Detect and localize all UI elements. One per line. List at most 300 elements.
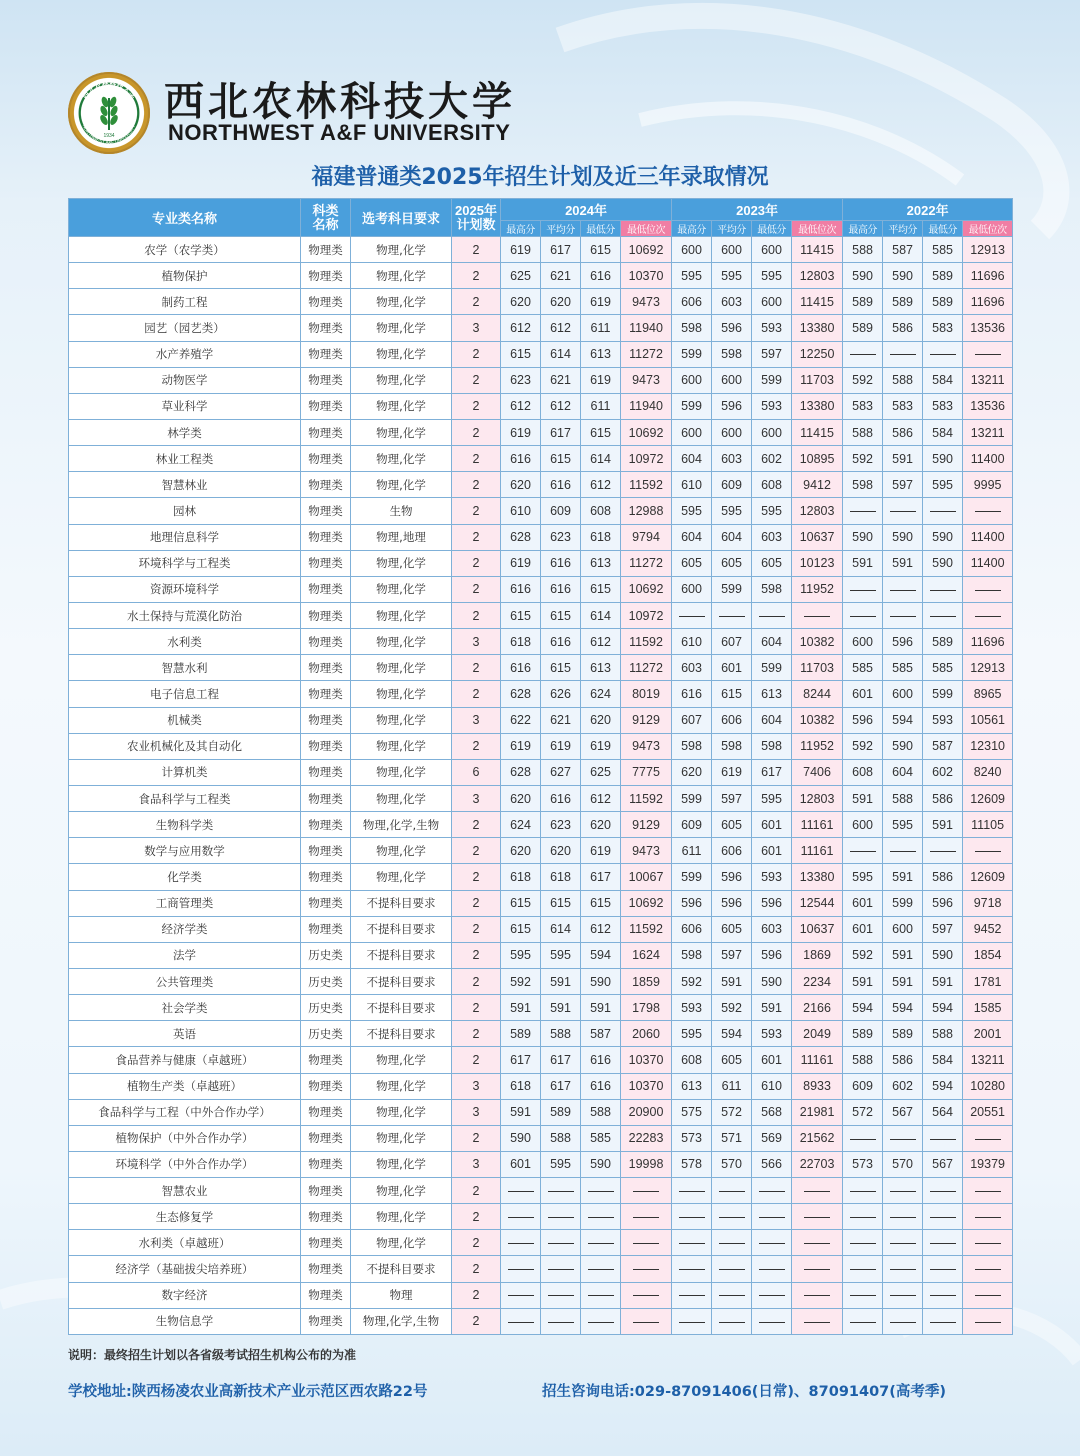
plan-count-cell: 2 xyxy=(452,942,501,968)
dash-icon xyxy=(850,590,876,591)
avg-score-cell: 600 xyxy=(712,419,752,445)
svg-text:西北农林科技大学 xyxy=(80,79,138,101)
no-data-cell xyxy=(792,1178,843,1204)
dash-icon xyxy=(930,1217,956,1218)
max-score-cell: 588 xyxy=(843,1047,883,1073)
max-score-cell: 595 xyxy=(843,864,883,890)
dash-icon xyxy=(759,1217,785,1218)
wheat-icon xyxy=(99,96,120,130)
dash-icon xyxy=(588,1191,614,1192)
max-score-cell: 601 xyxy=(501,1151,541,1177)
min-score-cell: 586 xyxy=(923,864,963,890)
dash-icon xyxy=(890,851,916,852)
min-rank-cell: 11415 xyxy=(792,237,843,263)
avg-score-cell: 586 xyxy=(883,419,923,445)
min-rank-cell: 1781 xyxy=(963,968,1013,994)
max-score-cell: 604 xyxy=(672,446,712,472)
major-name-cell: 社会学类 xyxy=(69,995,301,1021)
avg-score-cell: 570 xyxy=(712,1151,752,1177)
admission-table xyxy=(68,198,1013,1335)
subject-type-cell: 物理类 xyxy=(301,629,351,655)
min-rank-cell: 10123 xyxy=(792,550,843,576)
max-score-cell: 616 xyxy=(501,446,541,472)
min-rank-cell: 12803 xyxy=(792,785,843,811)
subheader-min: 最低分 xyxy=(752,221,792,237)
dash-icon xyxy=(975,1191,1001,1192)
min-rank-cell: 11272 xyxy=(621,655,672,681)
no-data-cell xyxy=(621,1230,672,1256)
max-score-cell: 588 xyxy=(843,419,883,445)
min-score-cell: 596 xyxy=(923,890,963,916)
university-name-cn: 西北农林科技大学 xyxy=(164,78,516,125)
min-rank-cell: 11161 xyxy=(792,812,843,838)
plan-count-cell: 2 xyxy=(452,1230,501,1256)
no-data-cell xyxy=(923,1256,963,1282)
subject-type-cell: 物理类 xyxy=(301,263,351,289)
max-score-cell: 590 xyxy=(843,524,883,550)
max-score-cell: 615 xyxy=(501,890,541,916)
min-rank-cell: 10637 xyxy=(792,916,843,942)
subject-type-cell: 物理类 xyxy=(301,367,351,393)
no-data-cell xyxy=(501,1256,541,1282)
major-name-cell: 食品营养与健康（卓越班） xyxy=(69,1047,301,1073)
plan-count-cell: 2 xyxy=(452,681,501,707)
max-score-cell: 610 xyxy=(672,629,712,655)
min-rank-cell: 7775 xyxy=(621,759,672,785)
min-rank-cell: 11940 xyxy=(621,315,672,341)
min-score-cell: 620 xyxy=(581,812,621,838)
no-data-cell xyxy=(541,1282,581,1308)
min-score-cell: 584 xyxy=(923,419,963,445)
plan-count-cell: 2 xyxy=(452,263,501,289)
plan-count-cell: 2 xyxy=(452,655,501,681)
no-data-cell xyxy=(792,1230,843,1256)
dash-icon xyxy=(804,1243,830,1244)
max-score-cell: 592 xyxy=(672,968,712,994)
dash-icon xyxy=(759,1322,785,1323)
max-score-cell: 572 xyxy=(843,1099,883,1125)
no-data-cell xyxy=(923,1178,963,1204)
min-score-cell: 603 xyxy=(752,916,792,942)
subject-type-cell: 物理类 xyxy=(301,524,351,550)
plan-count-cell: 3 xyxy=(452,785,501,811)
subject-type-cell: 物理类 xyxy=(301,785,351,811)
subject-type-cell: 物理类 xyxy=(301,602,351,628)
plan-count-cell: 3 xyxy=(452,1073,501,1099)
subheader-max: 最高分 xyxy=(843,221,883,237)
min-score-cell: 618 xyxy=(581,524,621,550)
max-score-cell: 598 xyxy=(672,733,712,759)
major-name-cell: 地理信息科学 xyxy=(69,524,301,550)
avg-score-cell: 617 xyxy=(541,1073,581,1099)
avg-score-cell: 627 xyxy=(541,759,581,785)
min-score-cell: 590 xyxy=(923,550,963,576)
min-rank-cell: 8019 xyxy=(621,681,672,707)
max-score-cell: 624 xyxy=(501,812,541,838)
min-score-cell: 595 xyxy=(752,498,792,524)
no-data-cell xyxy=(621,1282,672,1308)
dash-icon xyxy=(890,1191,916,1192)
min-score-cell: 591 xyxy=(923,812,963,838)
dash-icon xyxy=(890,1295,916,1296)
min-score-cell: 587 xyxy=(923,733,963,759)
major-name-cell: 水土保持与荒漠化防治 xyxy=(69,602,301,628)
avg-score-cell: 612 xyxy=(541,315,581,341)
avg-score-cell: 600 xyxy=(883,681,923,707)
avg-score-cell: 619 xyxy=(712,759,752,785)
plan-count-cell: 2 xyxy=(452,1204,501,1230)
min-score-cell: 602 xyxy=(752,446,792,472)
min-score-cell: 597 xyxy=(923,916,963,942)
avg-score-cell: 605 xyxy=(712,812,752,838)
max-score-cell: 628 xyxy=(501,524,541,550)
dash-icon xyxy=(508,1269,534,1270)
min-score-cell: 625 xyxy=(581,759,621,785)
no-data-cell xyxy=(843,1282,883,1308)
max-score-cell: 585 xyxy=(843,655,883,681)
no-data-cell xyxy=(621,1256,672,1282)
table-row xyxy=(69,785,1013,811)
major-name-cell: 智慧林业 xyxy=(69,472,301,498)
min-score-cell: 595 xyxy=(752,785,792,811)
max-score-cell: 618 xyxy=(501,629,541,655)
avg-score-cell: 591 xyxy=(541,995,581,1021)
dash-icon xyxy=(930,1322,956,1323)
no-data-cell xyxy=(792,602,843,628)
min-rank-cell: 10370 xyxy=(621,263,672,289)
avg-score-cell: 611 xyxy=(712,1073,752,1099)
min-score-cell: 604 xyxy=(752,707,792,733)
min-score-cell: 593 xyxy=(752,1021,792,1047)
no-data-cell xyxy=(923,1125,963,1151)
min-rank-cell: 10692 xyxy=(621,237,672,263)
major-name-cell: 英语 xyxy=(69,1021,301,1047)
min-rank-cell: 2049 xyxy=(792,1021,843,1047)
major-name-cell: 林业工程类 xyxy=(69,446,301,472)
min-rank-cell: 9473 xyxy=(621,367,672,393)
max-score-cell: 600 xyxy=(672,419,712,445)
avg-score-cell: 591 xyxy=(883,550,923,576)
no-data-cell xyxy=(883,498,923,524)
min-score-cell: 615 xyxy=(581,576,621,602)
subject-type-cell: 物理类 xyxy=(301,1047,351,1073)
subject-type-cell: 物理类 xyxy=(301,1125,351,1151)
plan-count-cell: 2 xyxy=(452,524,501,550)
avg-score-cell: 615 xyxy=(541,655,581,681)
no-data-cell xyxy=(501,1282,541,1308)
subject-requirement-cell: 物理,化学 xyxy=(351,602,452,628)
no-data-cell xyxy=(792,1204,843,1230)
dash-icon xyxy=(930,1139,956,1140)
avg-score-cell: 596 xyxy=(883,629,923,655)
avg-score-cell: 598 xyxy=(712,341,752,367)
min-rank-cell: 11592 xyxy=(621,785,672,811)
table-row xyxy=(69,890,1013,916)
no-data-cell xyxy=(843,341,883,367)
avg-score-cell: 601 xyxy=(712,655,752,681)
dash-icon xyxy=(719,1243,745,1244)
min-score-cell: 593 xyxy=(752,315,792,341)
min-score-cell: 617 xyxy=(581,864,621,890)
min-score-cell: 614 xyxy=(581,602,621,628)
min-rank-cell: 1854 xyxy=(963,942,1013,968)
avg-score-cell: 604 xyxy=(712,524,752,550)
min-rank-cell: 13380 xyxy=(792,315,843,341)
subject-requirement-cell: 物理,化学 xyxy=(351,1073,452,1099)
max-score-cell: 589 xyxy=(501,1021,541,1047)
avg-score-cell: 600 xyxy=(883,916,923,942)
plan-count-cell: 6 xyxy=(452,759,501,785)
avg-score-cell: 591 xyxy=(883,864,923,890)
no-data-cell xyxy=(923,576,963,602)
no-data-cell xyxy=(672,1178,712,1204)
subject-type-cell: 物理类 xyxy=(301,838,351,864)
min-rank-cell: 10382 xyxy=(792,629,843,655)
major-name-cell: 林学类 xyxy=(69,419,301,445)
max-score-cell: 591 xyxy=(843,550,883,576)
major-name-cell: 园艺（园艺类） xyxy=(69,315,301,341)
avg-score-cell: 591 xyxy=(541,968,581,994)
dash-icon xyxy=(759,1191,785,1192)
subject-type-cell: 物理类 xyxy=(301,1282,351,1308)
min-score-cell: 617 xyxy=(752,759,792,785)
min-score-cell: 589 xyxy=(923,629,963,655)
subject-requirement-cell: 物理,化学 xyxy=(351,1125,452,1151)
avg-score-cell: 600 xyxy=(712,367,752,393)
min-score-cell: 597 xyxy=(752,341,792,367)
plan-count-cell: 2 xyxy=(452,472,501,498)
dash-icon xyxy=(930,1295,956,1296)
no-data-cell xyxy=(541,1204,581,1230)
min-rank-cell: 11696 xyxy=(963,629,1013,655)
no-data-cell xyxy=(581,1230,621,1256)
min-rank-cell: 13536 xyxy=(963,315,1013,341)
table-row xyxy=(69,759,1013,785)
dash-icon xyxy=(850,851,876,852)
major-name-cell: 制药工程 xyxy=(69,289,301,315)
table-row xyxy=(69,393,1013,419)
dash-icon xyxy=(679,1269,705,1270)
dash-icon xyxy=(804,1217,830,1218)
no-data-cell xyxy=(501,1230,541,1256)
max-score-cell: 628 xyxy=(501,759,541,785)
plan-count-cell: 2 xyxy=(452,1282,501,1308)
min-score-cell: 604 xyxy=(752,629,792,655)
avg-score-cell: 586 xyxy=(883,315,923,341)
max-score-cell: 592 xyxy=(843,446,883,472)
dash-icon xyxy=(633,1243,659,1244)
no-data-cell xyxy=(963,1308,1013,1334)
no-data-cell xyxy=(541,1178,581,1204)
max-score-cell: 595 xyxy=(672,263,712,289)
no-data-cell xyxy=(792,1308,843,1334)
dash-icon xyxy=(804,1322,830,1323)
min-score-cell: 590 xyxy=(581,968,621,994)
max-score-cell: 590 xyxy=(843,263,883,289)
min-rank-cell: 11415 xyxy=(792,289,843,315)
plan-count-cell: 2 xyxy=(452,968,501,994)
table-row xyxy=(69,968,1013,994)
min-score-cell: 594 xyxy=(923,1073,963,1099)
min-score-cell: 585 xyxy=(923,237,963,263)
min-rank-cell: 13211 xyxy=(963,367,1013,393)
min-score-cell: 599 xyxy=(752,655,792,681)
no-data-cell xyxy=(712,1282,752,1308)
min-rank-cell: 9129 xyxy=(621,707,672,733)
max-score-cell: 591 xyxy=(501,1099,541,1125)
subject-type-cell: 物理类 xyxy=(301,446,351,472)
min-rank-cell: 8244 xyxy=(792,681,843,707)
avg-score-cell: 595 xyxy=(541,1151,581,1177)
min-rank-cell: 12913 xyxy=(963,237,1013,263)
no-data-cell xyxy=(843,498,883,524)
avg-score-cell: 572 xyxy=(712,1099,752,1125)
plan-count-cell: 2 xyxy=(452,341,501,367)
no-data-cell xyxy=(923,1282,963,1308)
dash-icon xyxy=(633,1191,659,1192)
max-score-cell: 622 xyxy=(501,707,541,733)
header-requirement: 选考科目要求 xyxy=(351,199,452,237)
avg-score-cell: 606 xyxy=(712,707,752,733)
max-score-cell: 589 xyxy=(843,1021,883,1047)
table-row xyxy=(69,1178,1013,1204)
no-data-cell xyxy=(712,1178,752,1204)
min-score-cell: 601 xyxy=(752,838,792,864)
subject-type-cell: 物理类 xyxy=(301,419,351,445)
max-score-cell: 592 xyxy=(501,968,541,994)
no-data-cell xyxy=(843,1308,883,1334)
min-rank-cell: 11161 xyxy=(792,1047,843,1073)
plan-count-cell: 2 xyxy=(452,812,501,838)
no-data-cell xyxy=(963,838,1013,864)
min-rank-cell: 19998 xyxy=(621,1151,672,1177)
avg-score-cell: 609 xyxy=(712,472,752,498)
min-rank-cell: 21562 xyxy=(792,1125,843,1151)
table-row xyxy=(69,1151,1013,1177)
subject-type-cell: 物理类 xyxy=(301,576,351,602)
avg-score-cell: 605 xyxy=(712,1047,752,1073)
min-score-cell: 591 xyxy=(581,995,621,1021)
min-score-cell: 602 xyxy=(923,759,963,785)
subject-requirement-cell: 物理,化学 xyxy=(351,315,452,341)
major-name-cell: 草业科学 xyxy=(69,393,301,419)
plan-count-cell: 2 xyxy=(452,1047,501,1073)
min-rank-cell: 11703 xyxy=(792,367,843,393)
min-rank-cell: 13536 xyxy=(963,393,1013,419)
no-data-cell xyxy=(541,1308,581,1334)
subject-requirement-cell: 不提科目要求 xyxy=(351,916,452,942)
min-score-cell: 600 xyxy=(752,289,792,315)
avg-score-cell: 619 xyxy=(541,733,581,759)
no-data-cell xyxy=(672,1282,712,1308)
avg-score-cell: 591 xyxy=(883,446,923,472)
subject-requirement-cell: 物理,化学 xyxy=(351,550,452,576)
dash-icon xyxy=(548,1269,574,1270)
max-score-cell: 596 xyxy=(843,707,883,733)
no-data-cell xyxy=(883,1125,923,1151)
min-rank-cell: 10692 xyxy=(621,419,672,445)
dash-icon xyxy=(975,354,1001,355)
min-score-cell: 610 xyxy=(752,1073,792,1099)
header-subject: 科类 名称 xyxy=(301,199,351,237)
plan-count-cell: 2 xyxy=(452,550,501,576)
max-score-cell: 599 xyxy=(672,785,712,811)
subject-requirement-cell: 不提科目要求 xyxy=(351,1021,452,1047)
avg-score-cell: 614 xyxy=(541,916,581,942)
min-score-cell: 599 xyxy=(752,367,792,393)
max-score-cell: 573 xyxy=(672,1125,712,1151)
subject-requirement-cell: 物理,化学 xyxy=(351,393,452,419)
no-data-cell xyxy=(672,1308,712,1334)
max-score-cell: 600 xyxy=(672,237,712,263)
avg-score-cell: 614 xyxy=(541,341,581,367)
avg-score-cell: 616 xyxy=(541,785,581,811)
min-rank-cell: 12803 xyxy=(792,498,843,524)
no-data-cell xyxy=(581,1256,621,1282)
seal-text-en: NORTHWEST A&F UNIVERSITY xyxy=(81,123,137,146)
dash-icon xyxy=(804,616,830,617)
min-score-cell: 613 xyxy=(752,681,792,707)
dash-icon xyxy=(890,616,916,617)
min-rank-cell: 11161 xyxy=(792,838,843,864)
subject-type-cell: 物理类 xyxy=(301,1230,351,1256)
plan-count-cell: 2 xyxy=(452,446,501,472)
min-rank-cell: 9473 xyxy=(621,838,672,864)
min-rank-cell: 11696 xyxy=(963,289,1013,315)
max-score-cell: 606 xyxy=(672,916,712,942)
avg-score-cell: 587 xyxy=(883,237,923,263)
plan-count-cell: 3 xyxy=(452,1151,501,1177)
dash-icon xyxy=(930,354,956,355)
avg-score-cell: 595 xyxy=(712,498,752,524)
min-rank-cell: 10972 xyxy=(621,446,672,472)
plan-count-cell: 3 xyxy=(452,315,501,341)
no-data-cell xyxy=(581,1204,621,1230)
subject-requirement-cell: 物理,化学 xyxy=(351,1204,452,1230)
dash-icon xyxy=(975,616,1001,617)
avg-score-cell: 592 xyxy=(712,995,752,1021)
avg-score-cell: 588 xyxy=(541,1125,581,1151)
major-name-cell: 植物保护 xyxy=(69,263,301,289)
avg-score-cell: 583 xyxy=(883,393,923,419)
avg-score-cell: 620 xyxy=(541,838,581,864)
min-rank-cell: 12988 xyxy=(621,498,672,524)
plan-count-cell: 2 xyxy=(452,393,501,419)
no-data-cell xyxy=(752,1282,792,1308)
max-score-cell: 595 xyxy=(672,498,712,524)
major-name-cell: 生物信息学 xyxy=(69,1308,301,1334)
subject-requirement-cell: 物理,化学 xyxy=(351,576,452,602)
no-data-cell xyxy=(883,341,923,367)
min-rank-cell: 11400 xyxy=(963,524,1013,550)
dash-icon xyxy=(588,1217,614,1218)
min-rank-cell: 9452 xyxy=(963,916,1013,942)
min-score-cell: 593 xyxy=(752,393,792,419)
dash-icon xyxy=(850,354,876,355)
subject-requirement-cell: 物理,化学 xyxy=(351,655,452,681)
header-plan: 2025年 计划数 xyxy=(452,199,501,237)
max-score-cell: 615 xyxy=(501,341,541,367)
table-row xyxy=(69,733,1013,759)
dash-icon xyxy=(975,590,1001,591)
no-data-cell xyxy=(923,1308,963,1334)
avg-score-cell: 571 xyxy=(712,1125,752,1151)
plan-count-cell: 2 xyxy=(452,1256,501,1282)
subject-requirement-cell: 物理,化学 xyxy=(351,1230,452,1256)
major-name-cell: 电子信息工程 xyxy=(69,681,301,707)
no-data-cell xyxy=(883,1256,923,1282)
dash-icon xyxy=(679,1217,705,1218)
